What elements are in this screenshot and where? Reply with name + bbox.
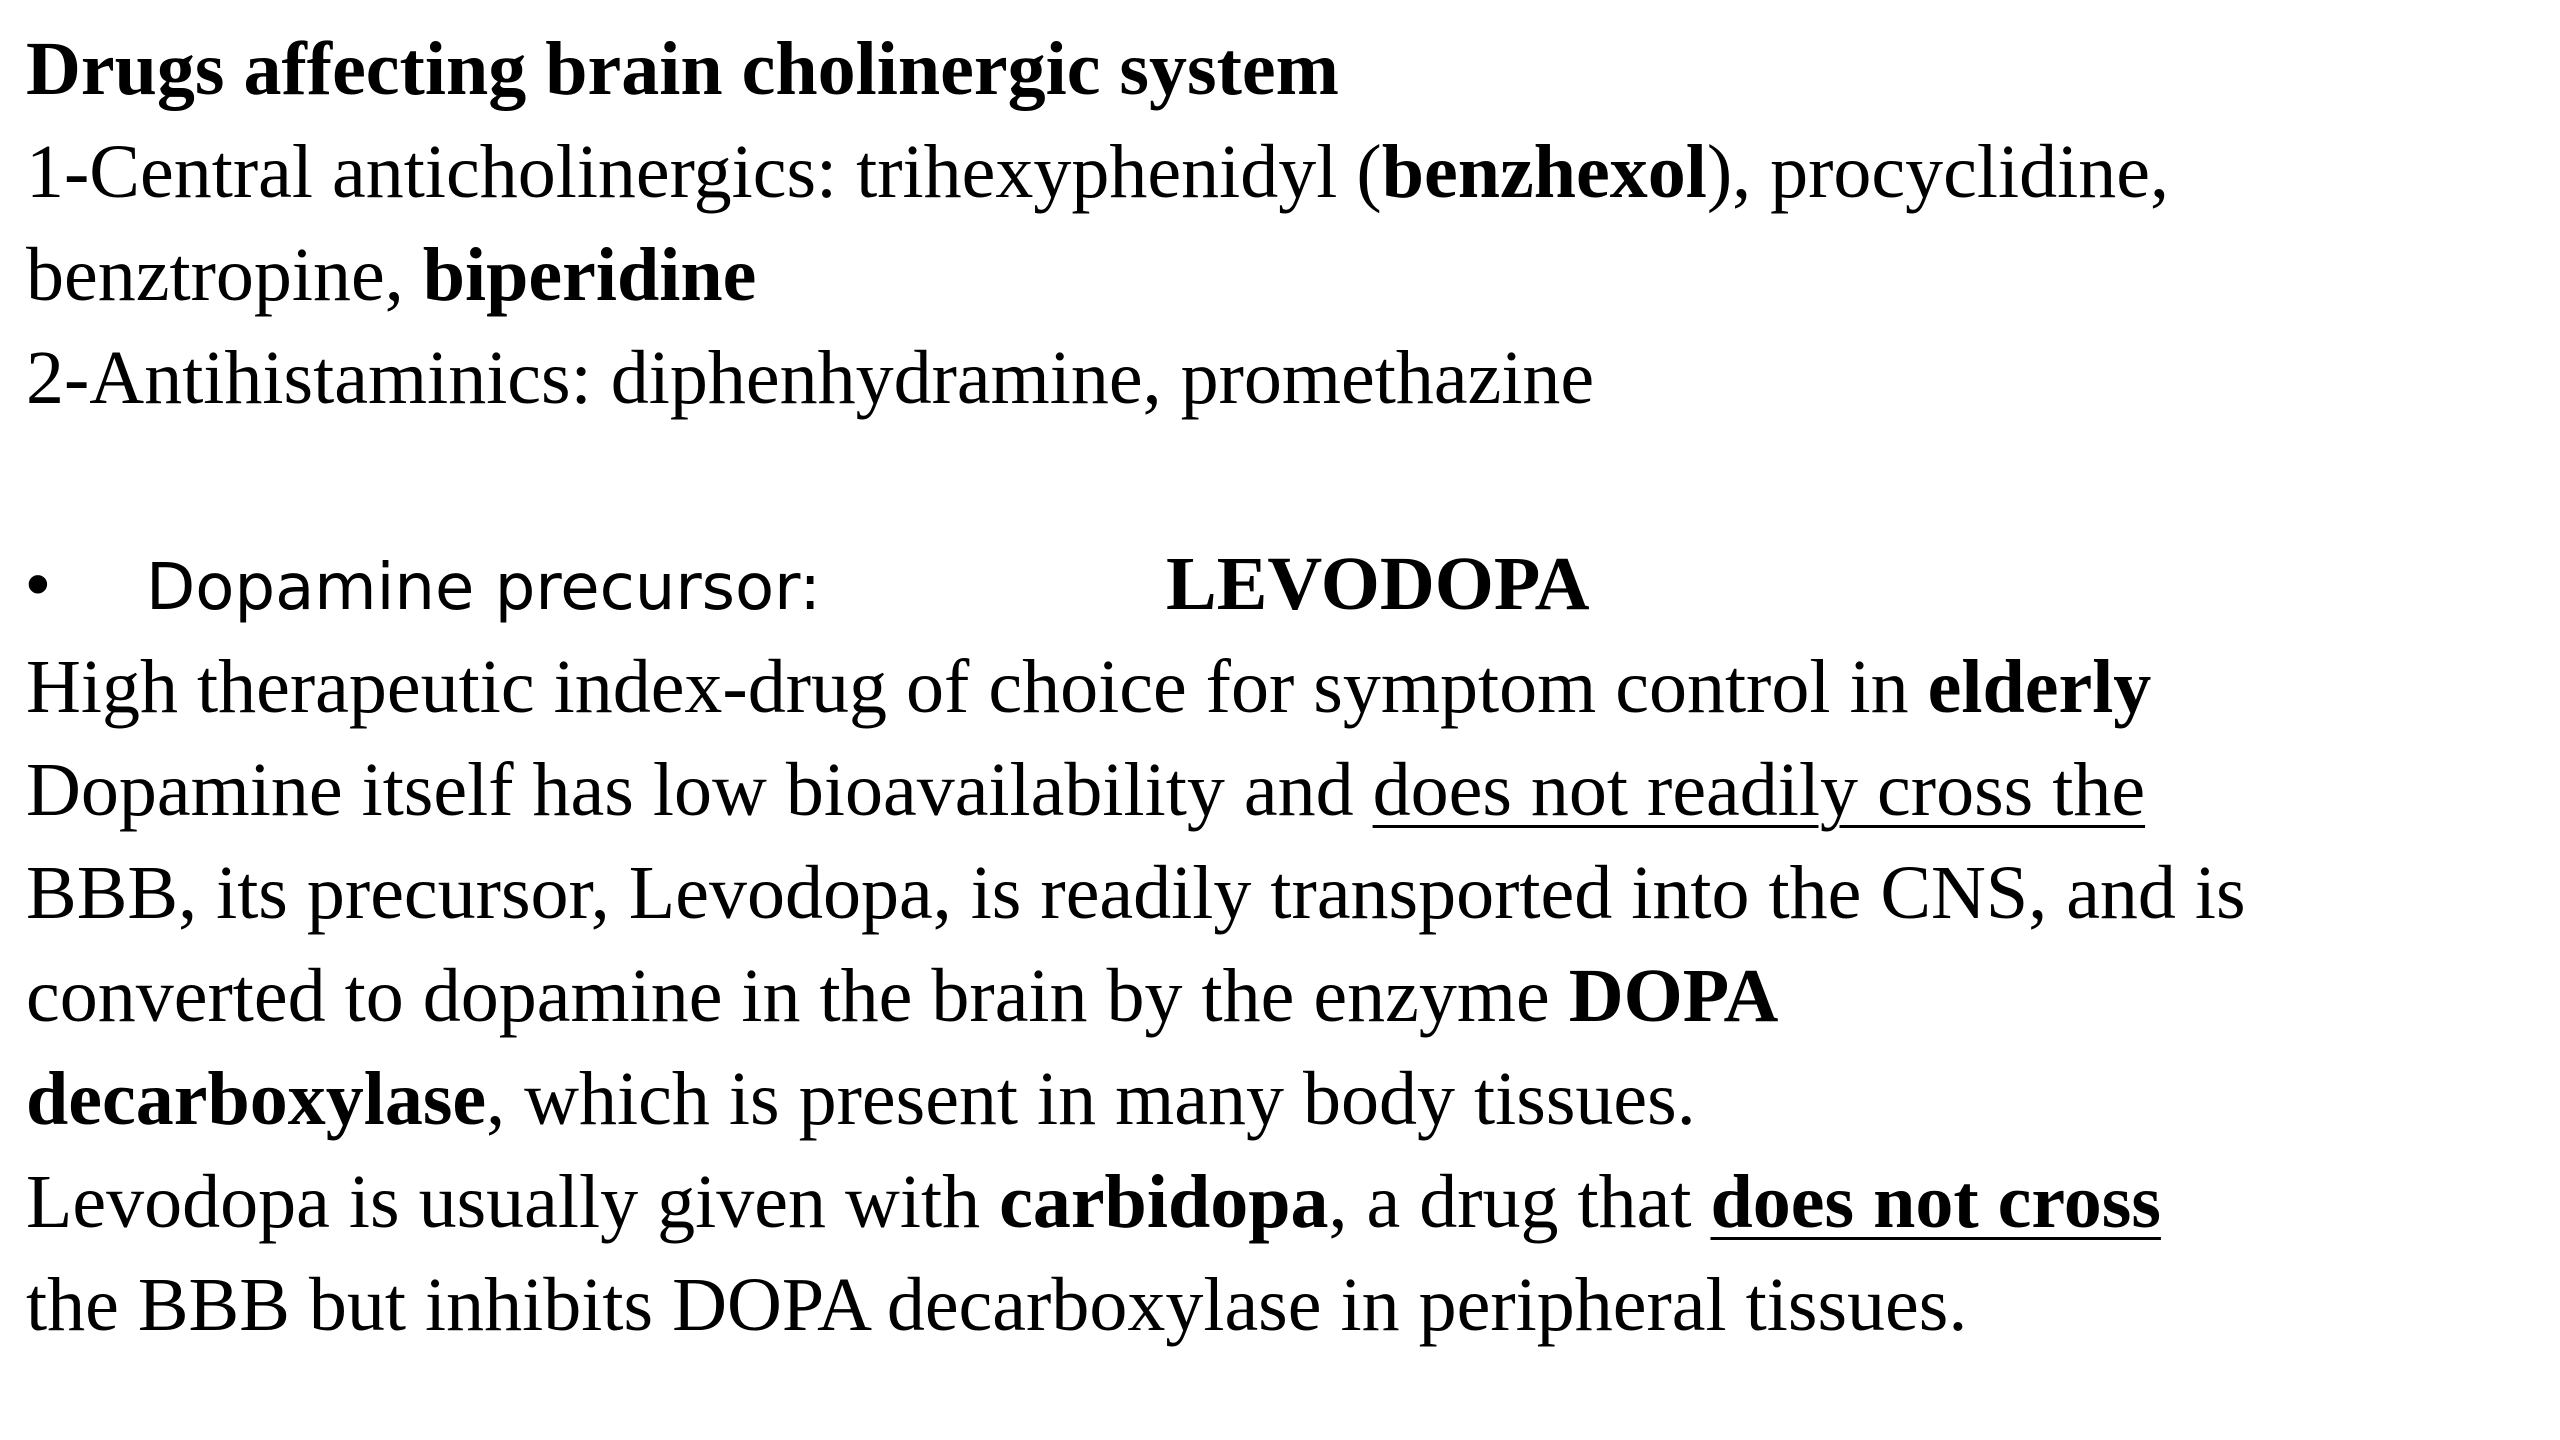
item1-biperidine: biperidine	[422, 233, 757, 317]
blank-spacer	[26, 430, 2526, 533]
para3-l1-mid: , a drug that	[1328, 1160, 1711, 1244]
para-dopamine-line3	[26, 945, 2526, 1048]
para2-l3-prefix: converted to dopamine in the brain by the enzyme	[26, 954, 1569, 1038]
para-dopamine-line1	[26, 739, 2526, 842]
para1-elderly: elderly	[1927, 645, 2152, 729]
item1-line2-prefix: benztropine,	[26, 233, 423, 317]
para-therapeutic-index	[26, 636, 2526, 739]
bullet-value-levodopa: LEVODOPA	[1166, 542, 1590, 626]
para2-l4-suffix: , which is present in many body tissues.	[486, 1057, 1696, 1141]
item-central-anticholinergics-cont	[26, 224, 2526, 327]
para3-l1-carbidopa: carbidopa	[999, 1160, 1329, 1244]
slide-heading: Drugs affecting brain cholinergic system	[26, 27, 1339, 111]
para-carbidopa-line1	[26, 1151, 2526, 1254]
bullet-icon: •	[26, 546, 50, 622]
para1-text: High therapeutic index-drug of choice for symptom control in	[26, 645, 1928, 729]
item1-prefix: 1-Central anticholinergics: trihexyphenidyl (	[26, 130, 1382, 214]
para2-l4-decarboxylase: decarboxylase	[26, 1057, 487, 1141]
bullet-label: Dopamine precursor:	[146, 551, 821, 625]
item1-benzhexol: benzhexol	[1381, 130, 1707, 214]
para2-l1-prefix: Dopamine itself has low bioavailability and	[26, 748, 1373, 832]
para2-l3-dopa: DOPA	[1568, 954, 1779, 1038]
para2-l1-underline: does not readily cross the	[1372, 748, 2146, 832]
para-dopamine-line4	[26, 1048, 2526, 1151]
item1-mid: ), procyclidine,	[1706, 130, 2169, 214]
item-central-anticholinergics	[26, 121, 2526, 224]
slide-content	[26, 18, 2526, 1357]
para3-l1-prefix: Levodopa is usually given with	[26, 1160, 1000, 1244]
para-dopamine-line2: BBB, its precursor, Levodopa, is readily transported into the CNS, and is	[26, 851, 2246, 935]
item-antihistaminics: 2-Antihistaminics: diphenhydramine, promethazine	[26, 336, 1595, 420]
bullet-dopamine-precursor	[26, 533, 2526, 636]
para-carbidopa-line2: the BBB but inhibits DOPA decarboxylase in peripheral tissues.	[26, 1263, 1968, 1347]
para3-l1-does-not-cross: does not cross	[1710, 1160, 2161, 1244]
